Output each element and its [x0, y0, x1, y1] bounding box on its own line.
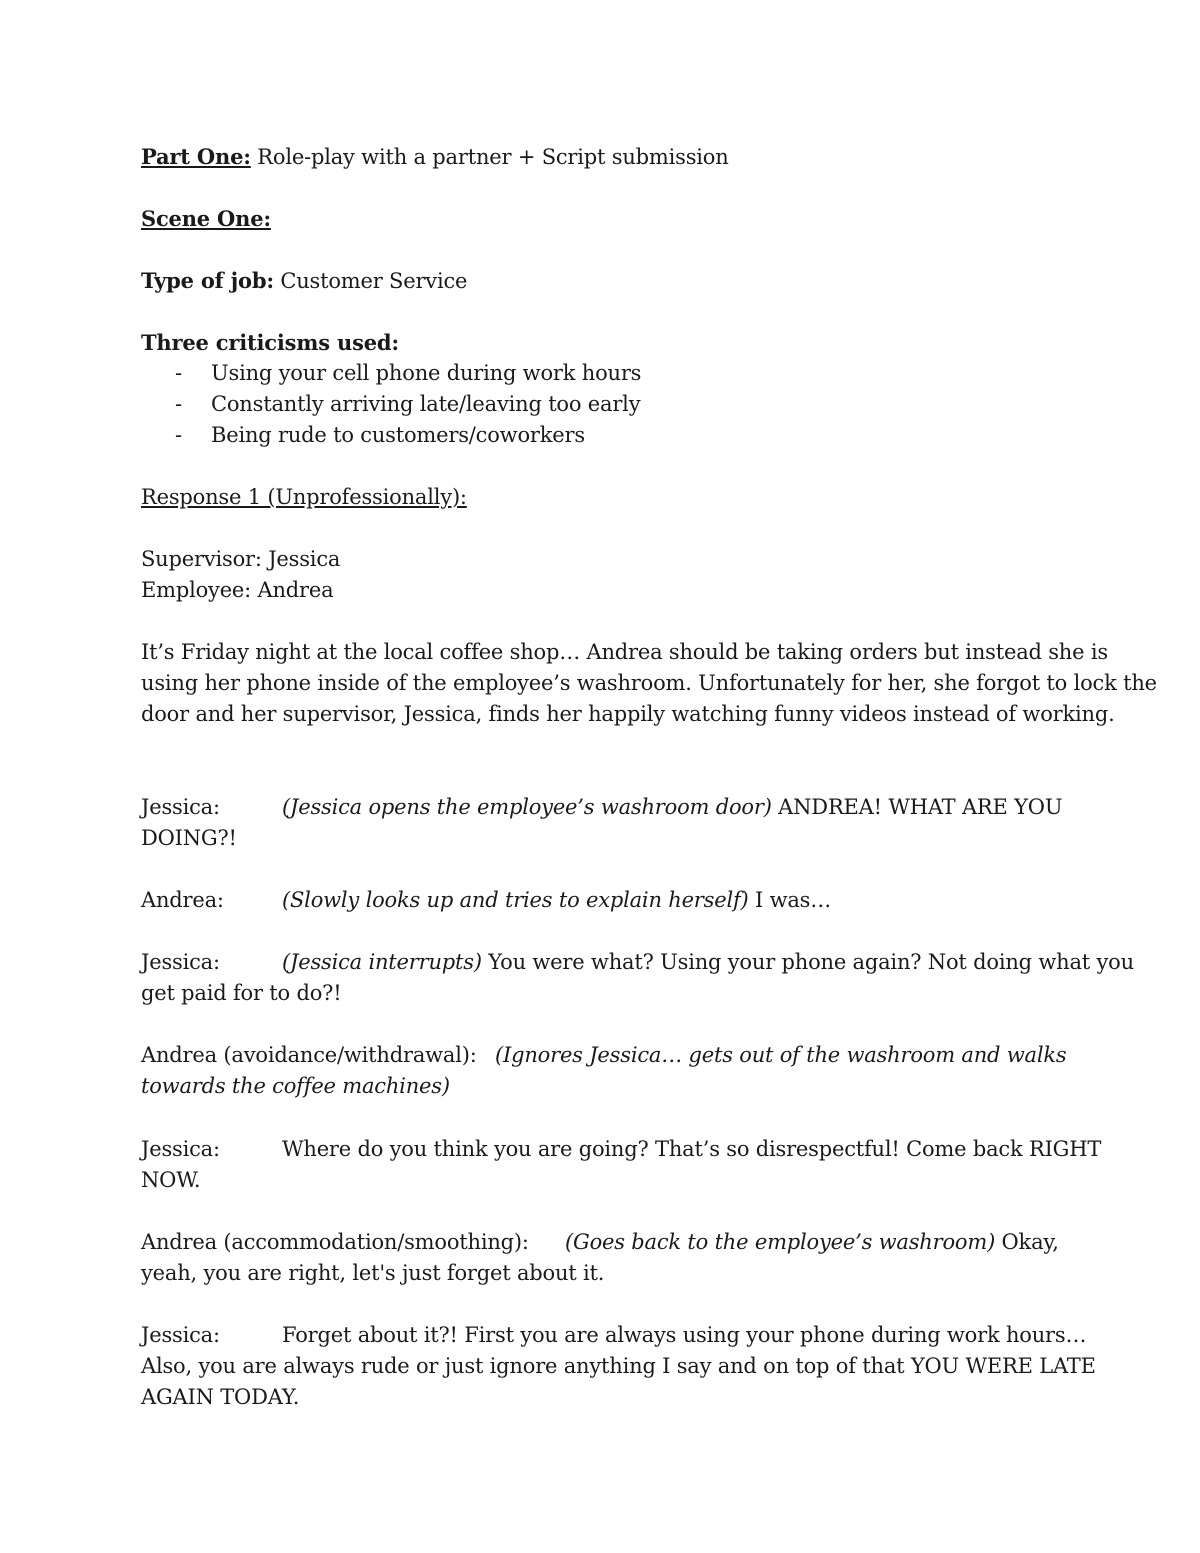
supervisor-line: Supervisor: Jessica [141, 547, 341, 571]
dialogue-text: Forget about it?! First you are always using your phone during work hours… [282, 1323, 1087, 1347]
dialogue-line [282, 885, 831, 916]
stage-direction: (Ignores Jessica… gets out of the washroom and walks [495, 1043, 1067, 1067]
scenario-line: using her phone inside of the employee’s washroom. Unfortunately for her, she forgot to lock the [141, 671, 1157, 695]
stage-direction: (Jessica interrupts) [282, 950, 482, 974]
dialogue-continuation: DOING?! [141, 826, 237, 850]
job-value: Customer Service [273, 269, 468, 293]
job-type-line [141, 265, 467, 297]
dialogue-continuation: Also, you are always rude or just ignore anything I say and on top of that YOU WERE LATE [141, 1354, 1096, 1378]
scene-heading: Scene One: [141, 206, 271, 231]
bullet-dash: - [175, 392, 182, 416]
dialogue-speaker: Andrea (accommodation/smoothing): [141, 1230, 529, 1254]
dialogue-speaker: Jessica: [141, 1323, 220, 1347]
employee-line: Employee: Andrea [141, 578, 334, 602]
stage-direction: (Jessica opens the employee’s washroom door) [282, 795, 772, 819]
dialogue-text: Okay, [995, 1230, 1059, 1254]
scenario-line: It’s Friday night at the local coffee shop… Andrea should be taking orders but instead she is [141, 640, 1108, 664]
dialogue-continuation: get paid for to do?! [141, 981, 342, 1005]
dialogue-text: I was… [748, 888, 832, 912]
dialogue-continuation: yeah, you are right, let's just forget about it. [141, 1261, 605, 1285]
dialogue-line [565, 1227, 1059, 1258]
job-label: Type of job: [141, 268, 274, 293]
part-heading-line [141, 141, 729, 173]
dialogue-text: Where do you think you are going? That’s so disrespectful! Come back RIGHT [282, 1137, 1102, 1161]
dialogue-line [282, 947, 1134, 978]
part-label: Part One: [141, 144, 251, 169]
dialogue-speaker: Jessica: [141, 950, 220, 974]
dialogue-continuation: NOW. [141, 1168, 201, 1192]
dialogue-line [282, 792, 1062, 823]
criticism-item: Using your cell phone during work hours [211, 361, 642, 385]
part-text: Role-play with a partner + Script submission [250, 145, 729, 169]
criticisms-heading: Three criticisms used: [141, 330, 399, 355]
criticism-item: Constantly arriving late/leaving too early [211, 392, 641, 416]
dialogue-speaker: Jessica: [141, 795, 220, 819]
bullet-dash: - [175, 361, 182, 385]
stage-direction: (Slowly looks up and tries to explain herself) [282, 888, 749, 912]
stage-direction: (Goes back to the employee’s washroom) [565, 1230, 996, 1254]
dialogue-text: ANDREA! WHAT ARE YOU [771, 795, 1063, 819]
dialogue-speaker: Andrea: [141, 888, 224, 912]
scenario-line: door and her supervisor, Jessica, finds her happily watching funny videos instead of working. [141, 702, 1115, 726]
dialogue-speaker: Jessica: [141, 1137, 220, 1161]
bullet-dash: - [175, 423, 182, 447]
dialogue-continuation: AGAIN TODAY. [141, 1385, 300, 1409]
criticism-item: Being rude to customers/coworkers [211, 423, 585, 447]
stage-direction-continuation: towards the coffee machines) [141, 1074, 450, 1098]
dialogue-text: You were what? Using your phone again? Not doing what you [481, 950, 1134, 974]
dialogue-speaker: Andrea (avoidance/withdrawal): [141, 1043, 477, 1067]
response-heading: Response 1 (Unprofessionally): [141, 485, 467, 509]
